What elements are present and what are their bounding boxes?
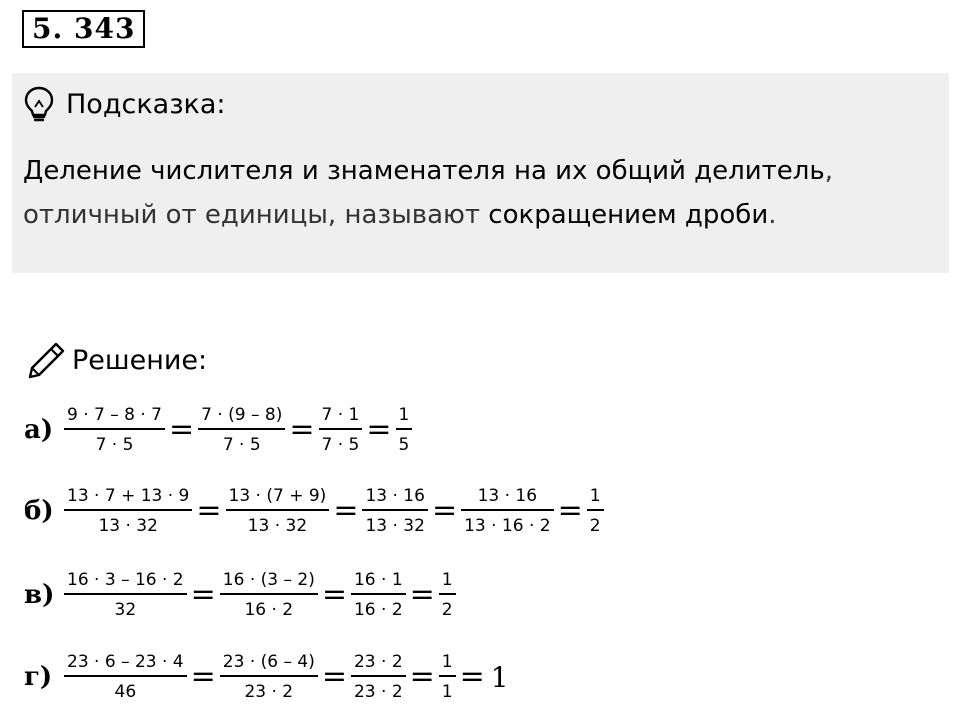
equals-sign: = [557, 493, 583, 528]
solution-row [24, 652, 509, 702]
denominator: 16 · 2 [353, 600, 403, 620]
denominator: 23 · 2 [244, 682, 294, 702]
numerator: 16 · 3 – 16 · 2 [67, 570, 184, 590]
denominator: 32 [114, 600, 137, 620]
fraction [220, 570, 318, 620]
numerator: 1 [441, 652, 453, 672]
hint-title: Подсказка: [66, 88, 226, 120]
fraction [64, 405, 165, 455]
equals-sign: = [366, 412, 392, 447]
fraction [439, 570, 456, 620]
denominator: 13 · 32 [365, 516, 425, 536]
denominator: 2 [589, 516, 601, 536]
hint-header [22, 85, 226, 123]
equals-sign: = [289, 412, 315, 447]
row-label: а) [24, 415, 54, 445]
numerator: 16 · (3 – 2) [222, 570, 315, 590]
lightbulb-icon [22, 85, 56, 123]
final-result: 1 [490, 660, 509, 694]
equals-sign: = [409, 577, 435, 612]
fraction [396, 405, 413, 455]
equals-sign: = [409, 659, 435, 694]
numerator: 13 · 16 [365, 486, 425, 506]
denominator: 1 [441, 682, 453, 702]
numerator: 1 [398, 405, 410, 425]
solution-row [24, 405, 414, 455]
hint-text [23, 149, 933, 237]
equals-sign: = [333, 493, 359, 528]
numerator: 23 · 2 [353, 652, 403, 672]
denominator: 2 [441, 600, 453, 620]
hint-line1-tail: , [824, 156, 834, 186]
pencil-icon [26, 340, 66, 380]
equals-sign: = [431, 493, 458, 528]
denominator: 7 · 5 [222, 435, 261, 455]
hint-line2-tail: . [768, 200, 777, 230]
denominator: 7 · 5 [321, 435, 360, 455]
fraction [226, 486, 330, 536]
denominator: 46 [114, 682, 137, 702]
denominator: 16 · 2 [244, 600, 294, 620]
solution-row [24, 486, 606, 536]
hint-line1-bold: Деление числителя и знаменателя на их общий делитель [23, 156, 825, 186]
fraction [439, 652, 456, 702]
numerator: 13 · (7 + 9) [228, 486, 327, 506]
solution-header [26, 340, 207, 380]
numerator: 13 · 7 + 13 · 9 [67, 486, 190, 506]
fraction [220, 652, 318, 702]
denominator: 5 [398, 435, 410, 455]
numerator: 23 · 6 – 23 · 4 [67, 652, 184, 672]
hint-line2-text: отличный от единицы, называют [23, 200, 489, 230]
fraction [64, 652, 187, 702]
hint-box [12, 73, 949, 273]
solution-row [24, 570, 458, 620]
row-label: б) [24, 496, 54, 526]
equals-sign: = [196, 493, 222, 528]
numerator: 7 · 1 [321, 405, 360, 425]
denominator: 13 · 32 [247, 516, 308, 536]
hint-line2-bold: сокращением дроби [488, 200, 769, 230]
equals-sign: = [190, 577, 216, 612]
equals-sign: = [459, 659, 485, 694]
fraction [461, 486, 554, 536]
equals-sign: = [321, 577, 347, 612]
row-label: в) [24, 580, 55, 610]
fraction [319, 405, 363, 455]
fraction [64, 570, 187, 620]
numerator: 1 [589, 486, 601, 506]
denominator: 13 · 32 [98, 516, 158, 536]
denominator: 23 · 2 [353, 682, 403, 702]
problem-number: 5. 343 [22, 10, 145, 48]
fraction [351, 570, 406, 620]
numerator: 7 · (9 – 8) [201, 405, 283, 425]
equals-sign: = [190, 659, 216, 694]
equals-sign: = [321, 659, 347, 694]
numerator: 16 · 1 [353, 570, 403, 590]
denominator: 7 · 5 [95, 435, 134, 455]
numerator: 23 · (6 – 4) [222, 652, 315, 672]
fraction [198, 405, 285, 455]
fraction [362, 486, 427, 536]
numerator: 9 · 7 – 8 · 7 [67, 405, 162, 425]
numerator: 1 [441, 570, 453, 590]
denominator: 13 · 16 · 2 [464, 516, 551, 536]
numerator: 13 · 16 [477, 486, 538, 506]
fraction [351, 652, 406, 702]
fraction [587, 486, 604, 536]
solution-title: Решение: [72, 344, 208, 376]
row-label: г) [24, 662, 53, 692]
fraction [64, 486, 192, 536]
equals-sign: = [169, 412, 195, 447]
